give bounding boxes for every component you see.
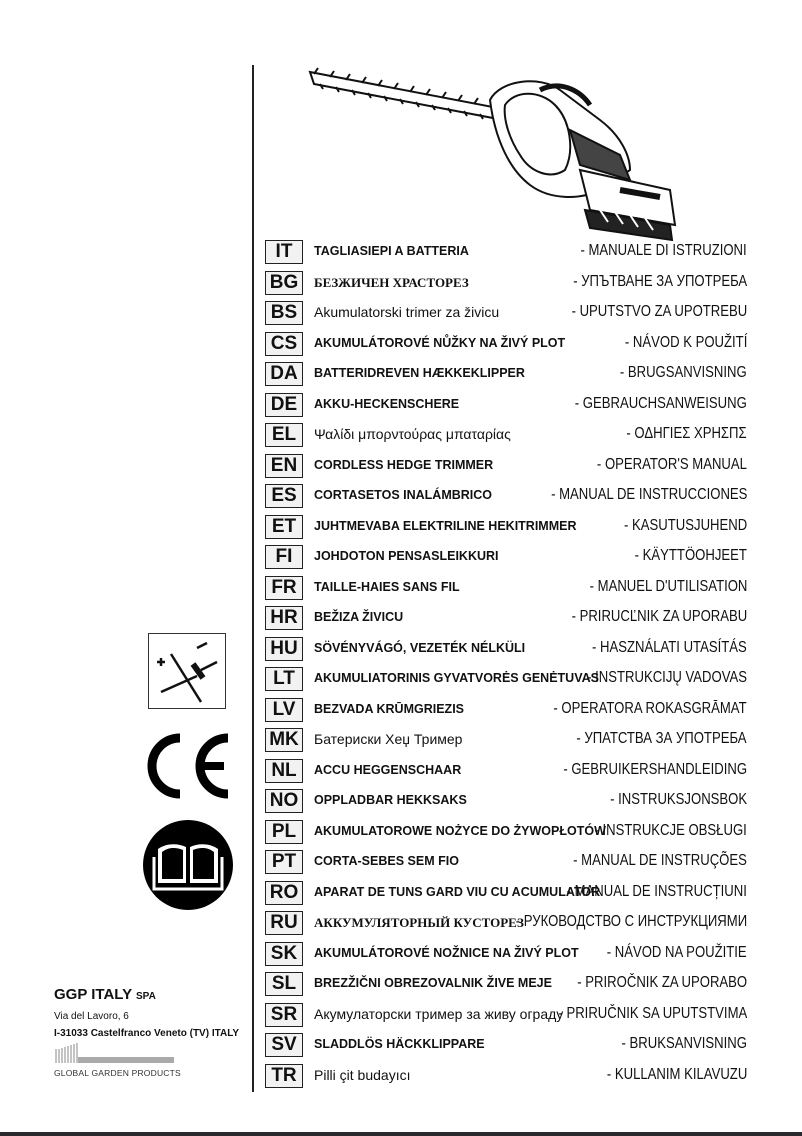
language-code: PT <box>265 850 303 874</box>
language-code: LV <box>265 698 303 722</box>
language-code: EN <box>265 454 303 478</box>
language-row-da <box>265 360 785 391</box>
language-code: TR <box>265 1064 303 1088</box>
product-title: ACCU HEGGENSCHAAR <box>314 762 462 777</box>
company-city: I-31033 Castelfranco Veneto (TV) ITALY <box>54 1028 240 1039</box>
product-title: TAILLE-HAIES SANS FIL <box>314 579 460 594</box>
language-code: SR <box>265 1003 303 1027</box>
language-row-lt <box>265 665 785 696</box>
manual-title: - INSTRUKSJONSBOK <box>609 791 747 808</box>
language-row-sv <box>265 1031 785 1062</box>
language-code: MK <box>265 728 303 752</box>
language-row-de <box>265 391 785 422</box>
read-manual-icon <box>142 819 234 911</box>
product-title: AKUMULATOROWE NOŻYCE DO ŻYWOPŁOTÓW <box>314 823 606 838</box>
product-title: BATTERIDREVEN HÆKKEKLIPPER <box>314 366 525 380</box>
vertical-divider <box>252 65 254 1092</box>
manual-title: - BRUGSANVISNING <box>620 364 747 381</box>
product-title: AKUMULÁTOROVÉ NŮŽKY NA ŽIVÝ PLOT <box>314 335 566 350</box>
manual-title: - MANUAL DE INSTRUÇÕES <box>573 852 747 869</box>
manual-title: - KULLANIM KILAVUZU <box>606 1065 747 1083</box>
language-code: DE <box>265 393 303 417</box>
product-title: CORTA-SEBES SEM FIO <box>314 854 459 868</box>
manual-title: - PRIRUČNIK SA UPUTSTVIMA <box>558 1004 747 1022</box>
manual-title: - NÁVOD NA POUŽITIE <box>607 943 747 961</box>
company-name: GGP ITALY SPA <box>54 986 156 1003</box>
language-row-fr <box>265 574 785 605</box>
manual-title: - GEBRUIKERSHANDLEIDING <box>563 760 747 778</box>
product-title: BREZŽIČNI OBREZOVALNIK ŽIVE MEJE <box>314 976 552 990</box>
manual-title: - MANUAL DE INSTRUCȚIUNI <box>566 882 747 900</box>
language-code: PL <box>265 820 303 844</box>
manual-title: - УПАТСТВА ЗА УПОТРЕБА <box>576 730 747 747</box>
company-address: Via del Lavoro, 6 <box>54 1011 129 1022</box>
language-row-tr <box>265 1062 785 1093</box>
language-row-sk <box>265 940 785 971</box>
language-row-ru <box>265 909 785 940</box>
language-code: FI <box>265 545 303 569</box>
language-row-el <box>265 421 785 452</box>
manual-title: - УПЪТВАНЕ ЗА УПОТРЕБА <box>573 272 747 290</box>
language-code: BS <box>265 301 303 325</box>
manual-title: - OPERATOR'S MANUAL <box>596 455 747 473</box>
product-title: BEZVADA KRŪMGRIEZIS <box>314 701 464 716</box>
language-code: CS <box>265 332 303 356</box>
product-title: Батериски Хеџ Тример <box>314 731 463 747</box>
manual-title: - BRUKSANVISNING <box>621 1035 747 1052</box>
language-row-bs <box>265 299 785 330</box>
language-code: FR <box>265 576 303 600</box>
manual-title: - KASUTUSJUHEND <box>623 516 747 534</box>
language-row-es <box>265 482 785 513</box>
language-row-no <box>265 787 785 818</box>
language-code: LT <box>265 667 303 691</box>
product-title: SÖVÉNYVÁGÓ, VEZETÉK NÉLKÜLI <box>314 640 526 655</box>
product-title: Ψαλίδι μπορντούρας μπαταρίας <box>314 426 511 442</box>
language-row-nl <box>265 757 785 788</box>
language-code: SL <box>265 972 303 996</box>
manual-title: - UPUTSTVO ZA UPOTREBU <box>571 303 747 320</box>
battery-polarity-icon <box>148 633 226 709</box>
manual-title: - PRIROČNIK ZA UPORABO <box>577 974 747 991</box>
ce-mark-icon <box>142 730 232 802</box>
manual-title: - INSTRUKCJE OBSŁUGI <box>594 821 747 839</box>
language-code: NO <box>265 789 303 813</box>
manual-title: - РУКОВОДСТВО С ИНСТРУКЦИЯМИ <box>515 913 747 930</box>
language-code: ET <box>265 515 303 539</box>
language-code: NL <box>265 759 303 783</box>
language-row-it <box>265 238 785 269</box>
language-row-pt <box>265 848 785 879</box>
language-row-sl <box>265 970 785 1001</box>
hedge-trimmer-illustration <box>300 60 700 245</box>
language-code: SV <box>265 1033 303 1057</box>
product-title: АККУМУЛЯТОРНЫЙ КУСТОРЕЗ <box>314 915 524 930</box>
company-block <box>54 986 239 1078</box>
language-code: EL <box>265 423 303 447</box>
product-title: БЕЗЖИЧЕН ХРАСТОРЕЗ <box>314 274 469 290</box>
manual-title: - INSTRUKCIJŲ VADOVAS <box>587 669 747 686</box>
language-row-fi <box>265 543 785 574</box>
manual-title: - PRIRUCĽNIK ZA UPORABU <box>571 608 747 625</box>
language-row-hu <box>265 635 785 666</box>
manual-title: - HASZNÁLATI UTASÍTÁS <box>592 638 747 656</box>
language-row-en <box>265 452 785 483</box>
language-row-hr <box>265 604 785 635</box>
product-title: TAGLIASIEPI A BATTERIA <box>314 244 469 258</box>
manual-title: - ΟΔΗΓΙΕΣ ΧΡΗΣΠΣ <box>626 425 747 442</box>
language-row-ro <box>265 879 785 910</box>
product-title: Акумулаторски тример за живу ограду <box>314 1005 564 1022</box>
language-code: HU <box>265 637 303 661</box>
language-row-et <box>265 513 785 544</box>
language-code: IT <box>265 240 303 264</box>
product-title: SLADDLÖS HÄCKKLIPPARE <box>314 1037 485 1051</box>
manual-title: - OPERATORA ROKASGRĀMAT <box>553 699 747 717</box>
manual-title: - MANUAL DE INSTRUCCIONES <box>550 486 747 503</box>
bottom-bar <box>0 1132 802 1136</box>
language-code: SK <box>265 942 303 966</box>
product-title: JOHDOTON PENSASLEIKKURI <box>314 549 499 563</box>
language-code: ES <box>265 484 303 508</box>
product-title: JUHTMEVABA ELEKTRILINE HEKITRIMMER <box>314 518 577 533</box>
language-code: BG <box>265 271 303 295</box>
language-row-lv <box>265 696 785 727</box>
language-code: RU <box>265 911 303 935</box>
product-title: BEŽIZA ŽIVICU <box>314 610 404 624</box>
manual-title: - NÁVOD K POUŽITÍ <box>624 333 747 351</box>
manual-title: - MANUALE DI ISTRUZIONI <box>580 242 747 259</box>
product-title: AKUMULIATORINIS GYVATVORĖS GENĖTUVAS <box>314 671 599 685</box>
language-row-mk <box>265 726 785 757</box>
ggp-logo-icon <box>54 1043 174 1063</box>
product-title: CORDLESS HEDGE TRIMMER <box>314 457 494 472</box>
language-row-bg <box>265 269 785 300</box>
product-title: AKUMULÁTOROVÉ NOŽNICE NA ŽIVÝ PLOT <box>314 945 579 960</box>
language-code: DA <box>265 362 303 386</box>
manual-title: - GEBRAUCHSANWEISUNG <box>574 394 747 412</box>
language-row-cs <box>265 330 785 361</box>
product-title: CORTASETOS INALÁMBRICO <box>314 488 493 502</box>
language-list <box>265 238 785 1092</box>
language-row-pl <box>265 818 785 849</box>
manual-title: - KÄYTTÖOHJEET <box>634 547 747 564</box>
product-title: OPPLADBAR HEKKSAKS <box>314 793 467 807</box>
language-code: RO <box>265 881 303 905</box>
product-title: Pilli çit budayıcı <box>314 1066 411 1083</box>
product-title: AKKU-HECKENSCHERE <box>314 396 460 411</box>
manual-title: - MANUEL D'UTILISATION <box>589 577 747 595</box>
ggp-logo-text: GLOBAL GARDEN PRODUCTS <box>54 1068 181 1078</box>
language-code: HR <box>265 606 303 630</box>
product-title: APARAT DE TUNS GARD VIU CU ACUMULATOR <box>314 884 601 899</box>
product-title: Akumulatorski trimer za živicu <box>314 304 500 320</box>
language-row-sr <box>265 1001 785 1032</box>
